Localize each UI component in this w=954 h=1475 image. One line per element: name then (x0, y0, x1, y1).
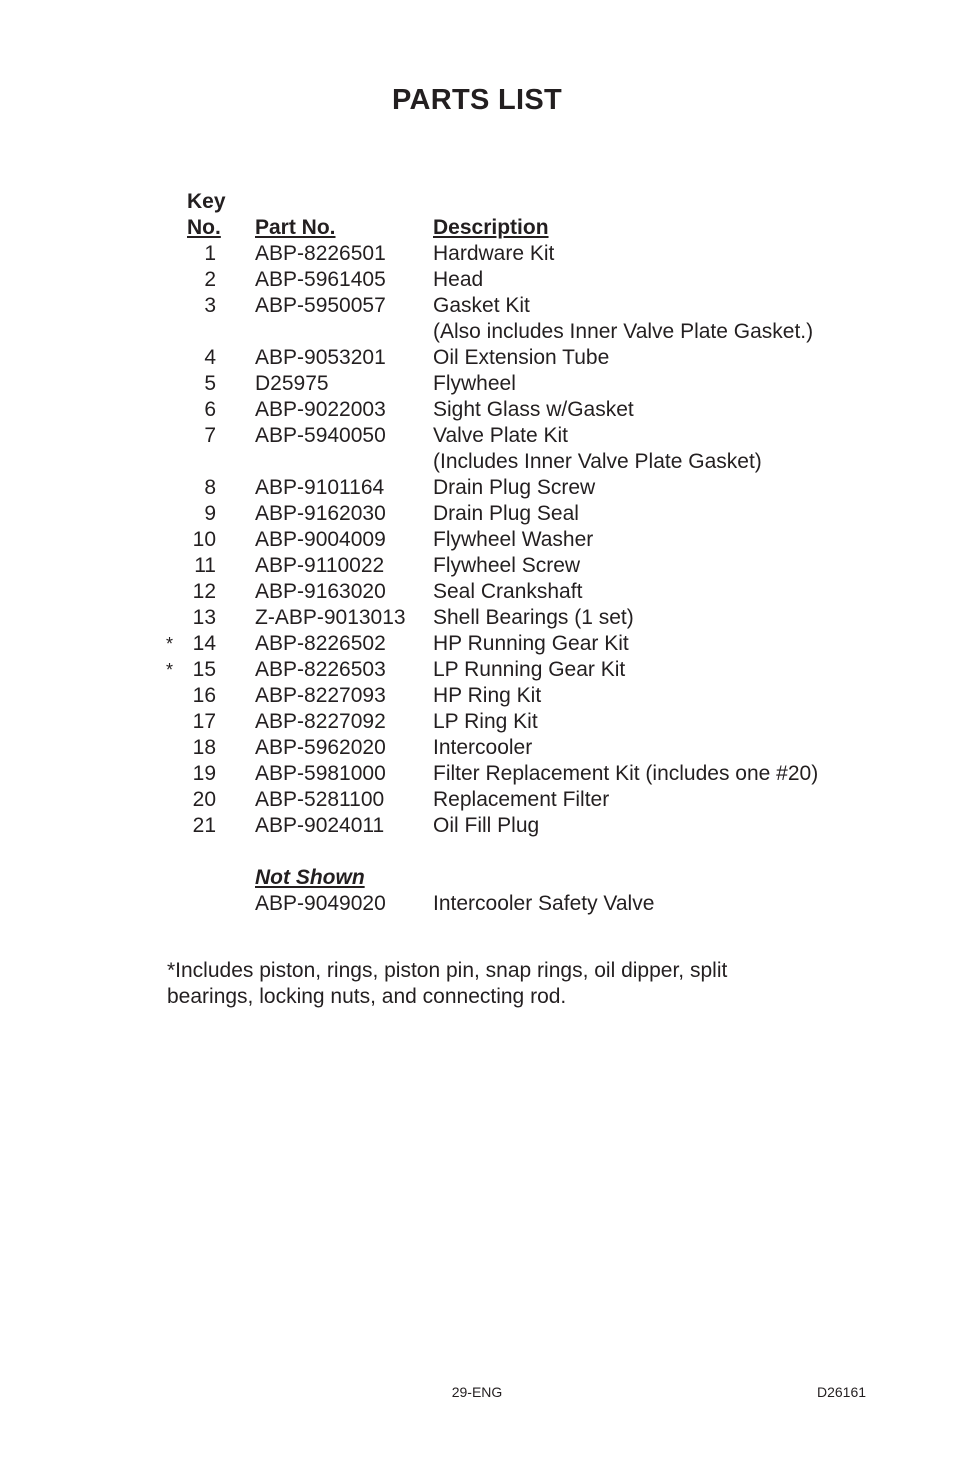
parts-table (0, 189, 954, 917)
not-shown-row (0, 891, 954, 917)
table-row (0, 553, 954, 579)
table-row (0, 267, 954, 293)
part-number: ABP-8227092 (255, 710, 386, 733)
part-number: ABP-9049020 (255, 892, 386, 915)
key-number: 2 (204, 268, 216, 291)
table-row (0, 579, 954, 605)
header-part-no: Part No. (255, 216, 336, 239)
header-description: Description (433, 216, 549, 239)
asterisk-marker: * (166, 660, 174, 680)
part-description: LP Ring Kit (433, 710, 538, 733)
part-description: Hardware Kit (433, 242, 555, 265)
part-number: ABP-5981000 (255, 762, 386, 785)
key-number: 11 (194, 554, 216, 577)
part-number: ABP-9004009 (255, 528, 386, 551)
part-number: ABP-5950057 (255, 294, 386, 317)
part-description: Head (433, 268, 484, 291)
header-key-label: Key (187, 190, 226, 213)
part-description: Flywheel Screw (433, 554, 581, 577)
key-number: 12 (192, 580, 216, 603)
table-row (0, 319, 954, 345)
header-key-top-row (0, 189, 954, 215)
key-number: 10 (192, 528, 216, 551)
page-title: PARTS LIST (391, 84, 563, 116)
parts-rows (0, 241, 954, 839)
table-row (0, 657, 954, 683)
part-description: HP Ring Kit (433, 684, 542, 707)
key-number: 21 (192, 814, 216, 837)
part-description: Gasket Kit (433, 294, 530, 317)
key-number: 13 (192, 606, 216, 629)
page-number: 29-ENG (451, 1384, 503, 1400)
part-description: Oil Extension Tube (433, 346, 610, 369)
key-number: 14 (192, 632, 216, 655)
table-row (0, 475, 954, 501)
asterisk-marker: * (166, 634, 174, 654)
part-number: ABP-9163020 (255, 580, 386, 603)
key-number: 1 (204, 242, 216, 265)
part-description: Seal Crankshaft (433, 580, 583, 603)
table-row (0, 293, 954, 319)
key-number: 9 (204, 502, 216, 525)
key-number: 16 (192, 684, 216, 707)
part-number: ABP-8226503 (255, 658, 386, 681)
part-number: ABP-9162030 (255, 502, 386, 525)
part-description: Drain Plug Seal (433, 502, 579, 525)
key-number: 4 (204, 346, 216, 369)
table-row (0, 735, 954, 761)
key-number: 19 (192, 762, 216, 785)
part-number: ABP-9110022 (255, 554, 385, 577)
key-number: 5 (204, 372, 216, 395)
key-number: 17 (192, 710, 216, 733)
part-description: Intercooler (433, 736, 533, 759)
part-number: ABP-5962020 (255, 736, 386, 759)
part-number: ABP-9053201 (255, 346, 386, 369)
part-description: Valve Plate Kit (433, 424, 569, 447)
table-row (0, 761, 954, 787)
part-number: ABP-9024011 (255, 814, 385, 837)
part-number: D25975 (255, 372, 329, 395)
header-no-label: No. (187, 216, 221, 239)
table-row (0, 787, 954, 813)
header-row (0, 215, 954, 241)
table-row (0, 527, 954, 553)
part-description: Flywheel (433, 372, 516, 395)
key-number: 15 (192, 658, 216, 681)
table-row (0, 683, 954, 709)
part-number: ABP-9022003 (255, 398, 386, 421)
part-number: ABP-5940050 (255, 424, 386, 447)
table-row (0, 605, 954, 631)
part-description: LP Running Gear Kit (433, 658, 626, 681)
table-row (0, 631, 954, 657)
key-number: 3 (204, 294, 216, 317)
table-row (0, 241, 954, 267)
table-row (0, 397, 954, 423)
part-description: Drain Plug Screw (433, 476, 596, 499)
part-description: Replacement Filter (433, 788, 610, 811)
part-description: Oil Fill Plug (433, 814, 540, 837)
part-description: Filter Replacement Kit (includes one #20) (433, 762, 819, 785)
key-number: 6 (204, 398, 216, 421)
table-row (0, 813, 954, 839)
not-shown-label-row (0, 865, 954, 891)
document-code: D26161 (817, 1384, 867, 1400)
table-row (0, 371, 954, 397)
key-number: 18 (192, 736, 216, 759)
part-number: ABP-8227093 (255, 684, 386, 707)
part-number: Z-ABP-9013013 (255, 606, 406, 629)
table-row (0, 709, 954, 735)
part-number: ABP-9101164 (255, 476, 385, 499)
part-description: Sight Glass w/Gasket (433, 398, 634, 421)
footnote-line-1: *Includes piston, rings, piston pin, snap rings, oil dipper, split (167, 959, 728, 982)
key-number: 7 (204, 424, 216, 447)
table-row (0, 449, 954, 475)
part-description: Intercooler Safety Valve (433, 892, 655, 915)
part-description: HP Running Gear Kit (433, 632, 629, 655)
table-row (0, 423, 954, 449)
footnote-line-2: bearings, locking nuts, and connecting rod. (167, 985, 567, 1008)
table-row (0, 501, 954, 527)
footnote (167, 958, 807, 1010)
part-description: Flywheel Washer (433, 528, 594, 551)
part-description: Shell Bearings (1 set) (433, 606, 634, 629)
part-number: ABP-8226501 (255, 242, 386, 265)
key-number: 8 (204, 476, 216, 499)
key-number: 20 (192, 788, 216, 811)
not-shown-label: Not Shown (255, 866, 365, 889)
part-number: ABP-5281100 (255, 788, 385, 811)
part-number: ABP-8226502 (255, 632, 386, 655)
table-row (0, 345, 954, 371)
part-description: (Includes Inner Valve Plate Gasket) (433, 450, 762, 473)
part-number: ABP-5961405 (255, 268, 386, 291)
part-description: (Also includes Inner Valve Plate Gasket.) (433, 320, 814, 343)
